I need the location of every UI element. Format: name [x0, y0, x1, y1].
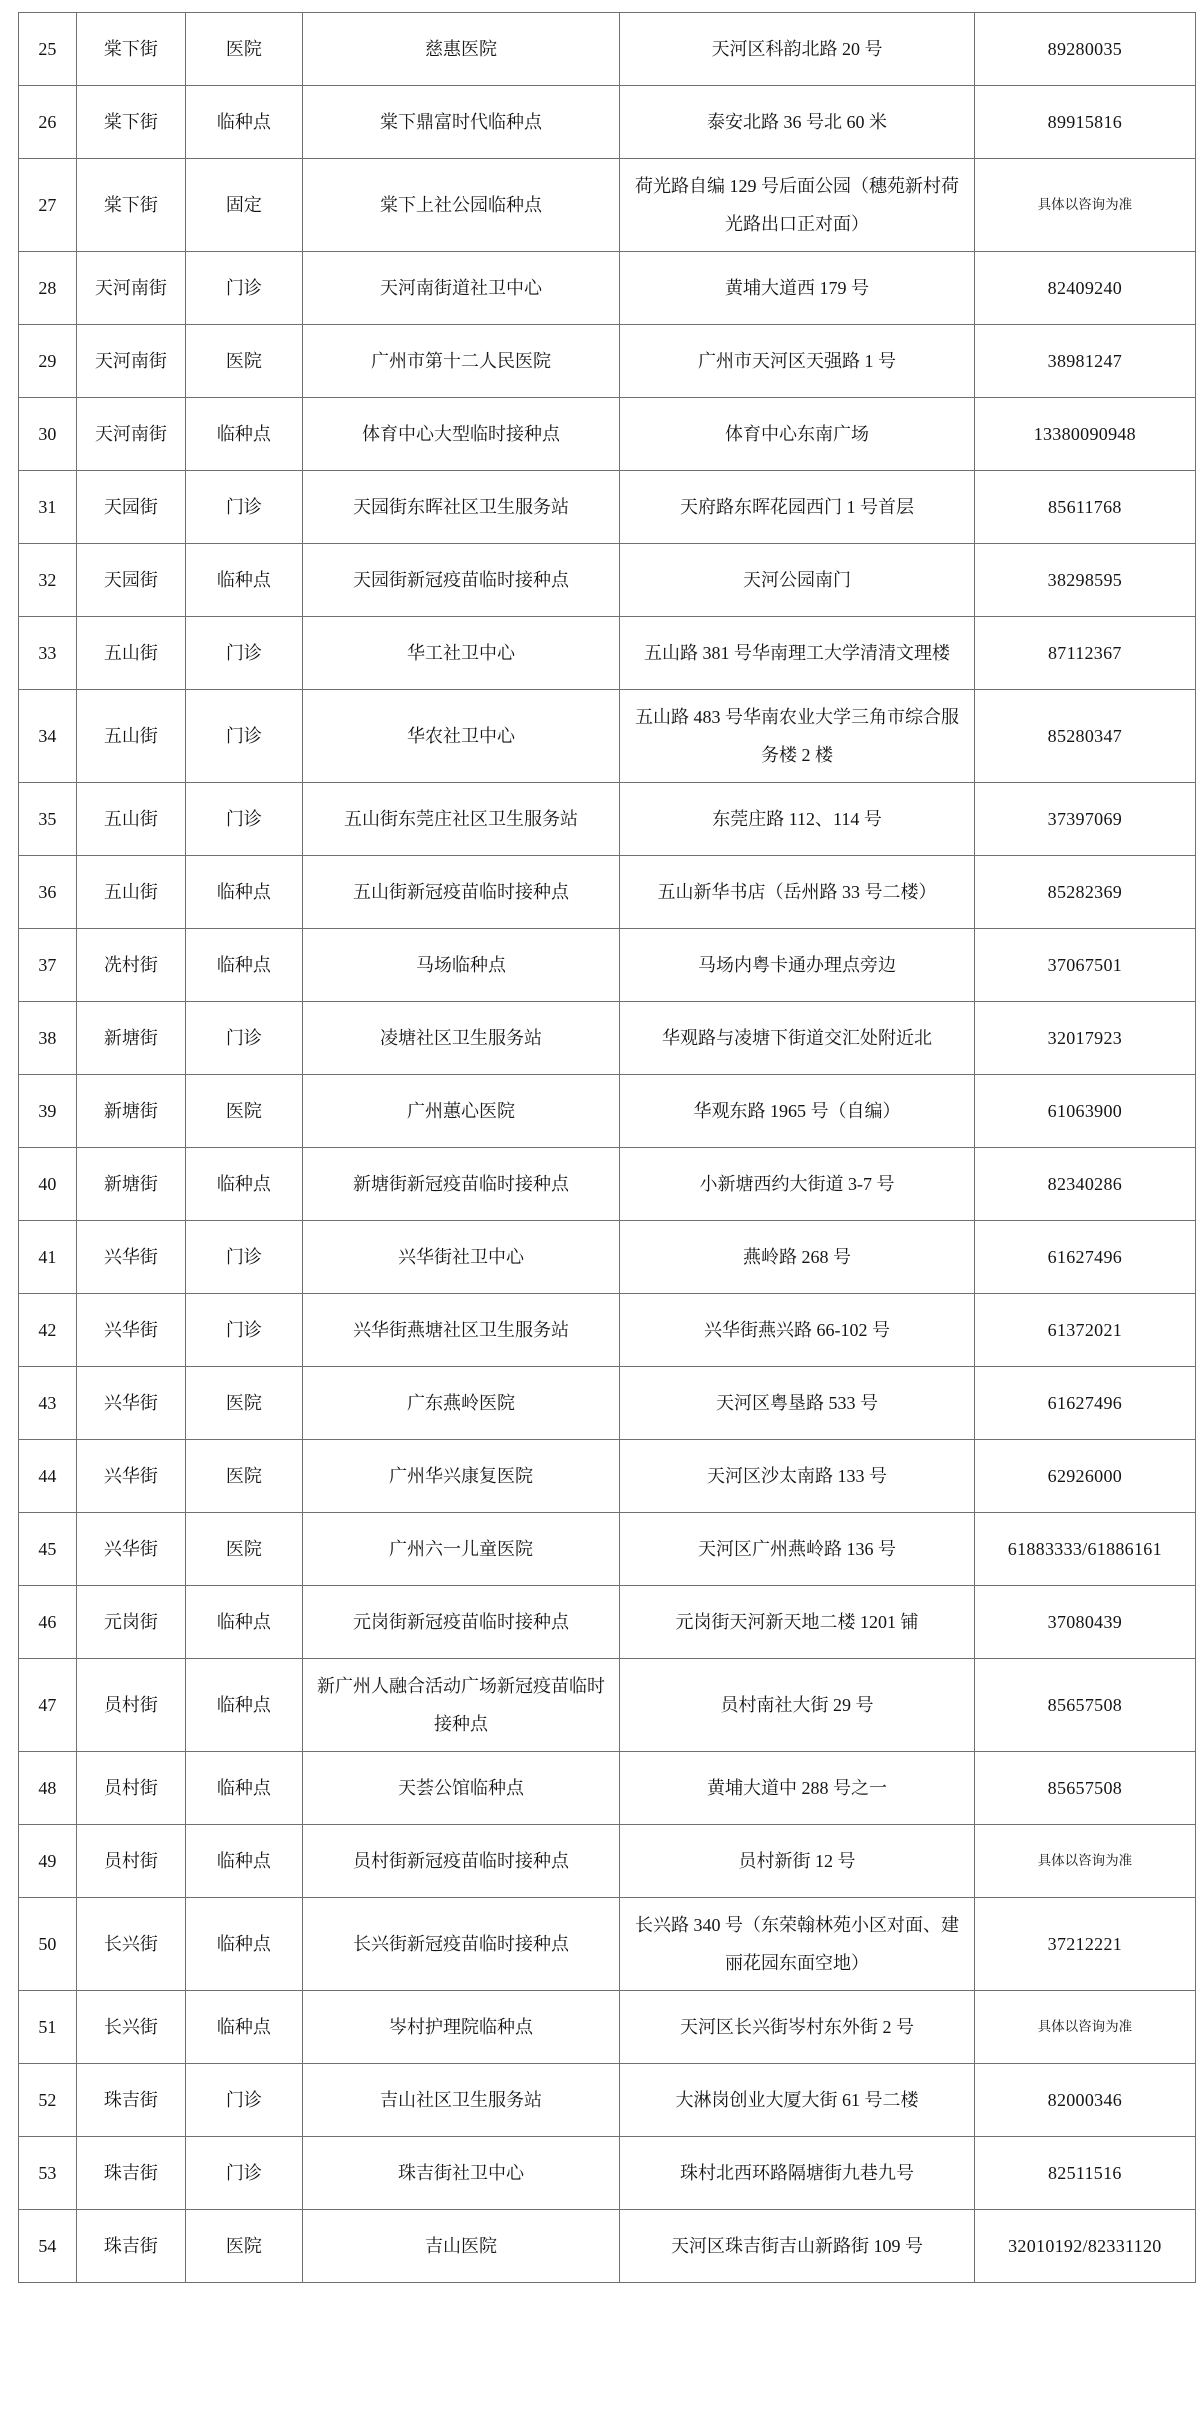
address-cell: 华观路与凌塘下街道交汇处附近北: [620, 1002, 974, 1075]
phone-cell: 61063900: [974, 1075, 1195, 1148]
site-type-cell: 临种点: [186, 86, 303, 159]
site-name-cell: 华农社卫中心: [302, 690, 620, 783]
site-table-body: [19, 13, 1196, 2283]
address-cell: 元岗街天河新天地二楼 1201 铺: [620, 1586, 974, 1659]
table-row: [19, 1367, 1196, 1440]
row-number-cell: 52: [19, 2064, 77, 2137]
street-cell: 棠下街: [76, 159, 185, 252]
street-cell: 五山街: [76, 783, 185, 856]
row-number-cell: 44: [19, 1440, 77, 1513]
table-row: [19, 1294, 1196, 1367]
table-row: [19, 783, 1196, 856]
phone-cell: 89280035: [974, 13, 1195, 86]
street-cell: 员村街: [76, 1659, 185, 1752]
street-cell: 五山街: [76, 690, 185, 783]
site-name-cell: 马场临种点: [302, 929, 620, 1002]
address-cell: 天河区长兴街岑村东外街 2 号: [620, 1991, 974, 2064]
site-name-cell: 慈惠医院: [302, 13, 620, 86]
phone-cell: 61627496: [974, 1367, 1195, 1440]
site-type-cell: 医院: [186, 1440, 303, 1513]
address-cell: 天河区沙太南路 133 号: [620, 1440, 974, 1513]
site-type-cell: 医院: [186, 13, 303, 86]
phone-cell: 61627496: [974, 1221, 1195, 1294]
site-type-cell: 医院: [186, 1513, 303, 1586]
table-row: [19, 1659, 1196, 1752]
site-name-cell: 体育中心大型临时接种点: [302, 398, 620, 471]
address-cell: 天河区广州燕岭路 136 号: [620, 1513, 974, 1586]
address-cell: 黄埔大道中 288 号之一: [620, 1752, 974, 1825]
row-number-cell: 46: [19, 1586, 77, 1659]
street-cell: 兴华街: [76, 1294, 185, 1367]
table-row: [19, 1075, 1196, 1148]
site-type-cell: 医院: [186, 2210, 303, 2283]
row-number-cell: 26: [19, 86, 77, 159]
street-cell: 棠下街: [76, 86, 185, 159]
row-number-cell: 34: [19, 690, 77, 783]
phone-cell: 具体以咨询为准: [974, 1991, 1195, 2064]
site-name-cell: 广州市第十二人民医院: [302, 325, 620, 398]
table-row: [19, 1898, 1196, 1991]
address-cell: 华观东路 1965 号（自编）: [620, 1075, 974, 1148]
row-number-cell: 48: [19, 1752, 77, 1825]
address-cell: 体育中心东南广场: [620, 398, 974, 471]
site-name-cell: 天园街新冠疫苗临时接种点: [302, 544, 620, 617]
row-number-cell: 45: [19, 1513, 77, 1586]
site-type-cell: 临种点: [186, 1752, 303, 1825]
phone-cell: 37080439: [974, 1586, 1195, 1659]
address-cell: 燕岭路 268 号: [620, 1221, 974, 1294]
row-number-cell: 53: [19, 2137, 77, 2210]
phone-cell: 62926000: [974, 1440, 1195, 1513]
phone-cell: 37067501: [974, 929, 1195, 1002]
row-number-cell: 39: [19, 1075, 77, 1148]
phone-cell: 82511516: [974, 2137, 1195, 2210]
address-cell: 泰安北路 36 号北 60 米: [620, 86, 974, 159]
site-type-cell: 医院: [186, 325, 303, 398]
phone-cell: 61372021: [974, 1294, 1195, 1367]
phone-cell: 85280347: [974, 690, 1195, 783]
street-cell: 天河南街: [76, 252, 185, 325]
street-cell: 新塘街: [76, 1148, 185, 1221]
site-name-cell: 五山街东莞庄社区卫生服务站: [302, 783, 620, 856]
table-row: [19, 86, 1196, 159]
row-number-cell: 28: [19, 252, 77, 325]
phone-cell: 具体以咨询为准: [974, 1825, 1195, 1898]
row-number-cell: 43: [19, 1367, 77, 1440]
street-cell: 元岗街: [76, 1586, 185, 1659]
address-cell: 天河区珠吉街吉山新路街 109 号: [620, 2210, 974, 2283]
site-name-cell: 珠吉街社卫中心: [302, 2137, 620, 2210]
table-row: [19, 1221, 1196, 1294]
site-type-cell: 门诊: [186, 2064, 303, 2137]
street-cell: 五山街: [76, 617, 185, 690]
table-row: [19, 1991, 1196, 2064]
row-number-cell: 25: [19, 13, 77, 86]
site-type-cell: 医院: [186, 1367, 303, 1440]
phone-cell: 61883333/61886161: [974, 1513, 1195, 1586]
table-row: [19, 1513, 1196, 1586]
row-number-cell: 54: [19, 2210, 77, 2283]
phone-cell: 82409240: [974, 252, 1195, 325]
site-name-cell: 广东燕岭医院: [302, 1367, 620, 1440]
site-name-cell: 棠下鼎富时代临种点: [302, 86, 620, 159]
site-type-cell: 临种点: [186, 1659, 303, 1752]
row-number-cell: 37: [19, 929, 77, 1002]
row-number-cell: 32: [19, 544, 77, 617]
address-cell: 天河公园南门: [620, 544, 974, 617]
address-cell: 小新塘西约大街道 3-7 号: [620, 1148, 974, 1221]
address-cell: 广州市天河区天强路 1 号: [620, 325, 974, 398]
phone-cell: 85657508: [974, 1752, 1195, 1825]
table-row: [19, 471, 1196, 544]
street-cell: 长兴街: [76, 1898, 185, 1991]
phone-cell: 37212221: [974, 1898, 1195, 1991]
phone-cell: 13380090948: [974, 398, 1195, 471]
address-cell: 五山新华书店（岳州路 33 号二楼）: [620, 856, 974, 929]
address-cell: 东莞庄路 112、114 号: [620, 783, 974, 856]
street-cell: 兴华街: [76, 1367, 185, 1440]
site-type-cell: 临种点: [186, 1991, 303, 2064]
table-row: [19, 929, 1196, 1002]
address-cell: 员村新街 12 号: [620, 1825, 974, 1898]
row-number-cell: 31: [19, 471, 77, 544]
street-cell: 兴华街: [76, 1440, 185, 1513]
site-type-cell: 门诊: [186, 252, 303, 325]
phone-cell: 38298595: [974, 544, 1195, 617]
phone-cell: 37397069: [974, 783, 1195, 856]
row-number-cell: 47: [19, 1659, 77, 1752]
table-row: [19, 398, 1196, 471]
street-cell: 天园街: [76, 544, 185, 617]
phone-cell: 32010192/82331120: [974, 2210, 1195, 2283]
site-type-cell: 门诊: [186, 617, 303, 690]
table-row: [19, 252, 1196, 325]
site-name-cell: 兴华街社卫中心: [302, 1221, 620, 1294]
site-type-cell: 门诊: [186, 783, 303, 856]
site-name-cell: 天园街东晖社区卫生服务站: [302, 471, 620, 544]
site-name-cell: 员村街新冠疫苗临时接种点: [302, 1825, 620, 1898]
site-name-cell: 元岗街新冠疫苗临时接种点: [302, 1586, 620, 1659]
site-name-cell: 新塘街新冠疫苗临时接种点: [302, 1148, 620, 1221]
street-cell: 兴华街: [76, 1221, 185, 1294]
vaccination-site-table: [18, 12, 1196, 2283]
table-row: [19, 1002, 1196, 1075]
row-number-cell: 33: [19, 617, 77, 690]
phone-cell: 82000346: [974, 2064, 1195, 2137]
phone-cell: 87112367: [974, 617, 1195, 690]
street-cell: 棠下街: [76, 13, 185, 86]
site-type-cell: 临种点: [186, 1148, 303, 1221]
row-number-cell: 35: [19, 783, 77, 856]
site-type-cell: 门诊: [186, 690, 303, 783]
row-number-cell: 30: [19, 398, 77, 471]
table-row: [19, 1586, 1196, 1659]
site-name-cell: 天荟公馆临种点: [302, 1752, 620, 1825]
street-cell: 珠吉街: [76, 2064, 185, 2137]
row-number-cell: 42: [19, 1294, 77, 1367]
row-number-cell: 41: [19, 1221, 77, 1294]
row-number-cell: 49: [19, 1825, 77, 1898]
row-number-cell: 36: [19, 856, 77, 929]
row-number-cell: 29: [19, 325, 77, 398]
site-type-cell: 门诊: [186, 1221, 303, 1294]
table-row: [19, 1148, 1196, 1221]
address-cell: 天河区粤垦路 533 号: [620, 1367, 974, 1440]
site-type-cell: 临种点: [186, 929, 303, 1002]
phone-cell: 38981247: [974, 325, 1195, 398]
site-name-cell: 五山街新冠疫苗临时接种点: [302, 856, 620, 929]
table-row: [19, 2137, 1196, 2210]
address-cell: 天河区科韵北路 20 号: [620, 13, 974, 86]
street-cell: 员村街: [76, 1825, 185, 1898]
row-number-cell: 38: [19, 1002, 77, 1075]
address-cell: 荷光路自编 129 号后面公园（穗苑新村荷光路出口正对面）: [620, 159, 974, 252]
address-cell: 员村南社大街 29 号: [620, 1659, 974, 1752]
table-row: [19, 2210, 1196, 2283]
site-type-cell: 临种点: [186, 1825, 303, 1898]
phone-cell: 85611768: [974, 471, 1195, 544]
site-type-cell: 临种点: [186, 856, 303, 929]
address-cell: 珠村北西环路隔塘街九巷九号: [620, 2137, 974, 2210]
site-name-cell: 岑村护理院临种点: [302, 1991, 620, 2064]
site-name-cell: 广州蕙心医院: [302, 1075, 620, 1148]
table-row: [19, 617, 1196, 690]
street-cell: 长兴街: [76, 1991, 185, 2064]
phone-cell: 具体以咨询为准: [974, 159, 1195, 252]
table-row: [19, 1752, 1196, 1825]
site-type-cell: 门诊: [186, 1294, 303, 1367]
site-name-cell: 棠下上社公园临种点: [302, 159, 620, 252]
street-cell: 新塘街: [76, 1075, 185, 1148]
row-number-cell: 40: [19, 1148, 77, 1221]
table-row: [19, 13, 1196, 86]
site-name-cell: 兴华街燕塘社区卫生服务站: [302, 1294, 620, 1367]
street-cell: 冼村街: [76, 929, 185, 1002]
site-type-cell: 门诊: [186, 2137, 303, 2210]
address-cell: 大淋岗创业大厦大街 61 号二楼: [620, 2064, 974, 2137]
address-cell: 五山路 381 号华南理工大学清清文理楼: [620, 617, 974, 690]
site-type-cell: 临种点: [186, 1586, 303, 1659]
table-row: [19, 856, 1196, 929]
site-name-cell: 天河南街道社卫中心: [302, 252, 620, 325]
site-name-cell: 华工社卫中心: [302, 617, 620, 690]
site-name-cell: 长兴街新冠疫苗临时接种点: [302, 1898, 620, 1991]
phone-cell: 89915816: [974, 86, 1195, 159]
table-row: [19, 159, 1196, 252]
address-cell: 长兴路 340 号（东荣翰林苑小区对面、建丽花园东面空地）: [620, 1898, 974, 1991]
site-type-cell: 门诊: [186, 471, 303, 544]
row-number-cell: 50: [19, 1898, 77, 1991]
site-type-cell: 临种点: [186, 544, 303, 617]
site-type-cell: 门诊: [186, 1002, 303, 1075]
row-number-cell: 27: [19, 159, 77, 252]
street-cell: 天河南街: [76, 398, 185, 471]
address-cell: 黄埔大道西 179 号: [620, 252, 974, 325]
table-row: [19, 325, 1196, 398]
street-cell: 珠吉街: [76, 2210, 185, 2283]
site-name-cell: 广州华兴康复医院: [302, 1440, 620, 1513]
phone-cell: 32017923: [974, 1002, 1195, 1075]
site-type-cell: 固定: [186, 159, 303, 252]
street-cell: 珠吉街: [76, 2137, 185, 2210]
site-type-cell: 临种点: [186, 1898, 303, 1991]
street-cell: 天河南街: [76, 325, 185, 398]
table-row: [19, 690, 1196, 783]
site-name-cell: 广州六一儿童医院: [302, 1513, 620, 1586]
address-cell: 天府路东晖花园西门 1 号首层: [620, 471, 974, 544]
table-row: [19, 544, 1196, 617]
site-type-cell: 医院: [186, 1075, 303, 1148]
site-name-cell: 新广州人融合活动广场新冠疫苗临时接种点: [302, 1659, 620, 1752]
table-row: [19, 1440, 1196, 1513]
address-cell: 马场内粤卡通办理点旁边: [620, 929, 974, 1002]
street-cell: 兴华街: [76, 1513, 185, 1586]
site-name-cell: 凌塘社区卫生服务站: [302, 1002, 620, 1075]
row-number-cell: 51: [19, 1991, 77, 2064]
table-row: [19, 2064, 1196, 2137]
phone-cell: 85282369: [974, 856, 1195, 929]
address-cell: 兴华街燕兴路 66-102 号: [620, 1294, 974, 1367]
phone-cell: 85657508: [974, 1659, 1195, 1752]
site-type-cell: 临种点: [186, 398, 303, 471]
site-name-cell: 吉山社区卫生服务站: [302, 2064, 620, 2137]
street-cell: 新塘街: [76, 1002, 185, 1075]
site-name-cell: 吉山医院: [302, 2210, 620, 2283]
street-cell: 天园街: [76, 471, 185, 544]
address-cell: 五山路 483 号华南农业大学三角市综合服务楼 2 楼: [620, 690, 974, 783]
street-cell: 五山街: [76, 856, 185, 929]
phone-cell: 82340286: [974, 1148, 1195, 1221]
table-row: [19, 1825, 1196, 1898]
street-cell: 员村街: [76, 1752, 185, 1825]
